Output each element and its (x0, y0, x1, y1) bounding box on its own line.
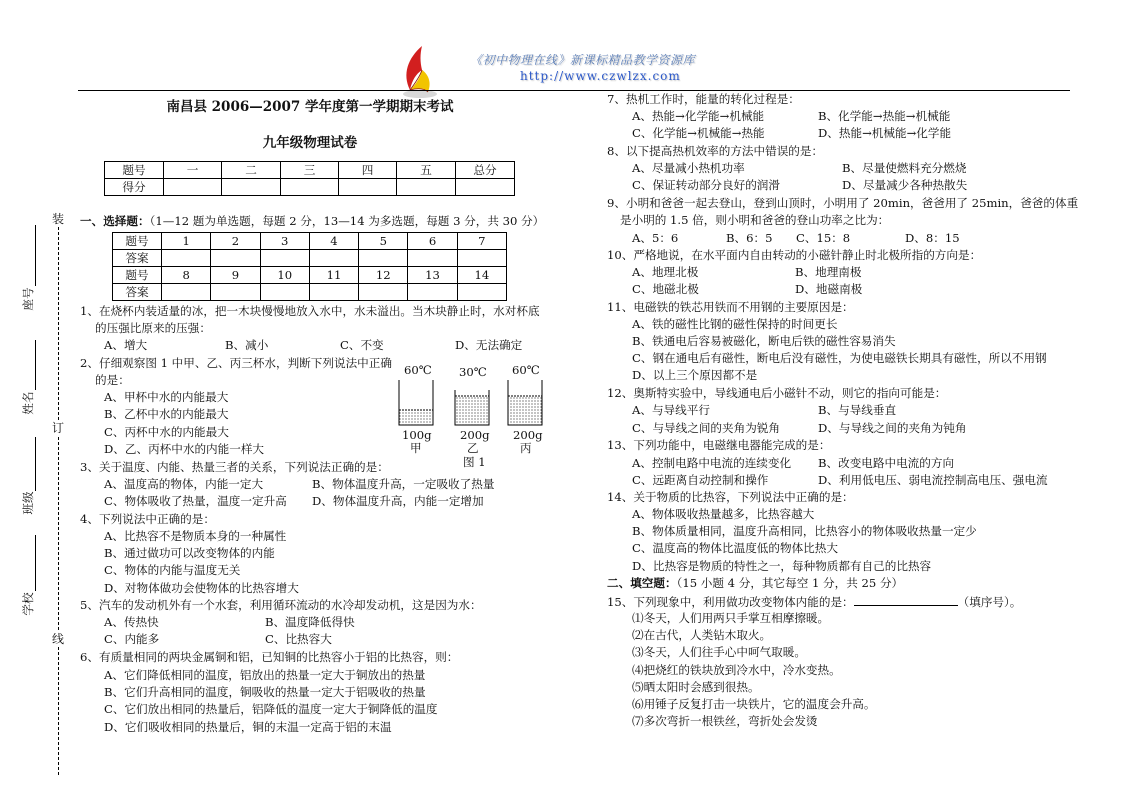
answer-cell (457, 250, 506, 267)
score-row-label: 得分 (105, 179, 164, 196)
q4-stem: 4、下列说法中正确的是： (80, 512, 215, 526)
q15-suffix: （填序号）。 (957, 595, 1022, 609)
answer-table-row (113, 284, 507, 301)
q10-option: B、地理南极 (795, 265, 862, 279)
q15-stem: 15、下列现象中，利用做功改变物体内能的是： (607, 595, 854, 609)
figure1-mass: 200g (513, 428, 543, 442)
q14-option: A、物体吸收热量越多，比热容越大 (632, 507, 815, 521)
beaker-bing (508, 380, 542, 425)
q1-stem: 1、在烧杯内装适量的冰，把一木块慢慢地放入水中，水未溢出。当木块静止时，水对杯底 (80, 304, 540, 318)
figure1-label: 甲 (410, 441, 422, 455)
school-line (35, 535, 36, 591)
q9-option: A、5：6 (632, 231, 679, 245)
class-line (35, 437, 36, 491)
q15-stem-line (607, 593, 1021, 610)
q1-option: D、无法确定 (455, 338, 523, 352)
q11-option: A、铁的磁性比钢的磁性保持的时间更长 (632, 317, 838, 331)
q5-option: A、传热快 (104, 615, 159, 629)
answer-cell (162, 250, 211, 267)
section2-header (607, 576, 903, 591)
class-label: 班级 (21, 491, 35, 515)
score-table-score-row (105, 179, 515, 196)
score-header-cell: 五 (397, 162, 456, 179)
answer-no-cell: 14 (457, 267, 506, 284)
score-table (104, 161, 515, 196)
q9-option: B、6：5 (726, 231, 773, 245)
figure1-beakers (396, 376, 548, 428)
q15-item: ⑹用锤子反复打击一块铁片，它的温度会升高。 (632, 697, 876, 711)
q9-option: C、15：8 (796, 231, 851, 245)
answer-cell (211, 250, 260, 267)
q11-option: C、钢在通电后有磁性，断电后没有磁性，为使电磁铁长期具有磁性，所以不用钢 (632, 351, 1047, 365)
q8-option: C、保证转动部分良好的润滑 (632, 178, 780, 192)
q5-option: C、比热容大 (265, 632, 332, 646)
q15-item: ⑸晒太阳时会感到很热。 (632, 680, 760, 694)
section2-note: （15 小题 4 分，其它每空 1 分，共 25 分） (676, 576, 904, 590)
q15-item: ⑴冬天，人们用两只手掌互相摩擦暖。 (632, 611, 830, 625)
q10-option: C、地磁北极 (632, 282, 699, 296)
answer-table-row (113, 250, 507, 267)
figure1-mass: 100g (402, 428, 432, 442)
binding-char-xian: 线 (51, 632, 64, 646)
site-title: 《初中物理在线》新课标精品教学资源库 (470, 53, 696, 67)
q8-stem: 8、以下提高热机效率的方法中错误的是： (607, 144, 824, 158)
q4-option: B、通过做功可以改变物体的内能 (104, 546, 275, 560)
beaker-yi (455, 390, 489, 425)
answer-cell (211, 284, 260, 301)
q9-stem: 9、小明和爸爸一起去登山，登到山顶时，小明用了 20min，爸爸用了 25min，爸爸的体重 (607, 196, 1079, 210)
answer-cell (309, 284, 358, 301)
q4-option: A、比热容不是物质本身的一种属性 (104, 529, 287, 543)
q2-option: C、丙杯中水的内能最大 (104, 425, 229, 439)
q14-option: C、温度高的物体比温度低的物体比热大 (632, 541, 838, 555)
q9-stem: 是小明的 1.5 倍，则小明和爸爸的登山功率之比为： (620, 213, 890, 227)
q1-stem: 的压强比原来的压强： (95, 321, 211, 335)
figure1-temp: 60℃ (404, 363, 432, 377)
q11-option: D、以上三个原因都不是 (632, 368, 758, 382)
figure1-temp: 60℃ (512, 363, 540, 377)
q13-stem: 13、下列功能中，电磁继电器能完成的是： (607, 438, 831, 452)
answer-cell (457, 284, 506, 301)
q2-option: B、乙杯中水的内能最大 (104, 407, 229, 421)
figure1-mass: 200g (460, 428, 490, 442)
q7-option: C、化学能→机械能→热能 (632, 126, 765, 140)
q7-option: D、热能→机械能→化学能 (818, 126, 952, 140)
q3-option: B、物体温度升高，一定吸收了热量 (312, 477, 495, 491)
q13-option: A、控制电路中电流的连续变化 (632, 456, 792, 470)
q5-option: C、内能多 (104, 632, 160, 646)
site-logo (398, 44, 440, 100)
answer-table (112, 232, 507, 301)
score-header-cell: 题号 (105, 162, 164, 179)
q8-option: D、尽量减少各种热散失 (842, 178, 968, 192)
answer-label-ans: 答案 (113, 284, 162, 301)
score-header-cell: 一 (164, 162, 222, 179)
q3-stem: 3、关于温度、内能、热量三者的关系，下列说法正确的是： (80, 460, 389, 474)
q7-option: A、热能→化学能→机械能 (632, 109, 765, 123)
q12-option: D、与导线之间的夹角为钝角 (818, 421, 967, 435)
q5-option: B、温度降低得快 (265, 615, 355, 629)
answer-no-cell: 12 (359, 267, 408, 284)
section1-heading: 一、选择题： (80, 214, 150, 228)
score-header-cell: 二 (222, 162, 281, 179)
q7-option: B、化学能→热能→机械能 (818, 109, 951, 123)
answer-table-row (113, 233, 507, 250)
answer-cell (309, 250, 358, 267)
q8-option: B、尽量使燃料充分燃烧 (842, 161, 967, 175)
answer-label-ans: 答案 (113, 250, 162, 267)
q14-stem: 14、关于物质的比热容，下列说法中正确的是： (607, 490, 854, 504)
q15-item: ⑵在古代，人类钻木取火。 (632, 628, 772, 642)
q2-stem: 2、仔细观察图 1 中甲、乙、丙三杯水，判断下列说法中正确 (80, 356, 392, 370)
answer-cell (408, 284, 457, 301)
q4-option: D、对物体做功会使物体的比热容增大 (104, 581, 299, 595)
answer-no-cell: 6 (408, 233, 457, 250)
q1-option: B、减小 (225, 338, 269, 352)
answer-no-cell: 5 (359, 233, 408, 250)
score-cell (281, 179, 339, 196)
q13-option: C、远距离自动控制和操作 (632, 473, 769, 487)
answer-no-cell: 1 (162, 233, 211, 250)
answer-no-cell: 3 (260, 233, 309, 250)
answer-no-cell: 8 (162, 267, 211, 284)
binding-dashed-line (58, 222, 59, 775)
answer-cell (162, 284, 211, 301)
q6-option: B、它们升高相同的温度，铜吸收的热量一定大于铝吸收的热量 (104, 685, 426, 699)
answer-label-no: 题号 (113, 267, 162, 284)
site-url: http://www.czwlzx.com (520, 69, 681, 83)
q2-option: D、乙、丙杯中水的内能一样大 (104, 442, 265, 456)
figure1-caption: 图 1 (463, 455, 486, 469)
figure1-label: 乙 (467, 441, 479, 455)
answer-no-cell: 11 (309, 267, 358, 284)
binding-char-ding: 订 (51, 421, 64, 435)
answer-no-cell: 9 (211, 267, 260, 284)
q3-option: D、物体温度升高，内能一定增加 (312, 494, 484, 508)
figure1-label: 丙 (520, 441, 532, 455)
q6-option: D、它们吸收相同的热量后，铜的末温一定高于铝的末温 (104, 720, 392, 734)
score-cell (456, 179, 515, 196)
answer-cell (260, 250, 309, 267)
score-table-header-row (105, 162, 515, 179)
q13-option: B、改变电路中电流的方向 (818, 456, 955, 470)
binding-char-zhuang: 装 (51, 212, 64, 226)
score-cell (339, 179, 397, 196)
q12-option: A、与导线平行 (632, 403, 710, 417)
answer-no-cell: 2 (211, 233, 260, 250)
answer-cell (260, 284, 309, 301)
q3-option: C、物体吸收了热量，温度一定升高 (104, 494, 287, 508)
name-line (35, 340, 36, 390)
score-cell (164, 179, 222, 196)
q6-option: C、它们放出相同的热量后，铝降低的温度一定大于铜降低的温度 (104, 702, 438, 716)
answer-label-no: 题号 (113, 233, 162, 250)
q11-stem: 11、电磁铁的铁芯用铁而不用钢的主要原因是： (607, 300, 854, 314)
q15-item: ⑷把烧红的铁块放到冷水中，冷水变热。 (632, 663, 841, 677)
score-header-cell: 三 (281, 162, 339, 179)
q8-option: A、尽量减小热机功率 (632, 161, 745, 175)
q2-option: A、甲杯中水的内能最大 (104, 390, 229, 404)
q12-option: B、与导线垂直 (818, 403, 897, 417)
answer-cell (408, 250, 457, 267)
section2-heading: 二、填空题： (607, 576, 677, 590)
q3-option: A、温度高的物体，内能一定大 (104, 477, 264, 491)
section1-note: （1—12 题为单选题，每题 2 分，13—14 为多选题，每题 3 分，共 30 分） (149, 214, 545, 228)
answer-no-cell: 10 (260, 267, 309, 284)
seat-label: 座号 (21, 287, 35, 311)
q13-option: D、利用低电压、弱电流控制高电压、强电流 (818, 473, 1048, 487)
q12-stem: 12、奥斯特实验中，导线通电后小磁针不动，则它的指向可能是： (607, 386, 947, 400)
answer-table-row (113, 267, 507, 284)
score-cell (397, 179, 456, 196)
q10-stem: 10、严格地说，在水平面内自由转动的小磁针静止时北极所指的方向是： (607, 248, 982, 262)
q2-stem: 的是： (95, 373, 130, 387)
q1-option: C、不变 (340, 338, 384, 352)
q15-item: ⑶冬天，人们往手心中呵气取暖。 (632, 645, 806, 659)
q6-stem: 6、有质量相同的两块金属铜和铝，已知铜的比热容小于铝的比热容，则： (80, 650, 459, 664)
q15-answer-blank (854, 593, 958, 606)
q14-option: D、比热容是物质的特性之一，每种物质都有自己的比热容 (632, 559, 932, 573)
exam-title: 南昌县 2006—2007 学年度第一学期期末考试 (166, 99, 454, 115)
header-rule (78, 90, 1070, 91)
q6-option: A、它们降低相同的温度，铝放出的热量一定大于铜放出的热量 (104, 668, 426, 682)
name-label: 姓名 (21, 391, 35, 415)
score-header-cell: 总分 (456, 162, 515, 179)
figure1-temp: 30℃ (459, 365, 487, 379)
q10-option: D、地磁南极 (795, 282, 863, 296)
answer-cell (359, 284, 408, 301)
school-label: 学校 (21, 592, 35, 616)
beaker-jia (399, 380, 433, 425)
score-header-cell: 四 (339, 162, 397, 179)
q12-option: C、与导线之间的夹角为锐角 (632, 421, 780, 435)
q15-item: ⑺多次弯折一根铁丝，弯折处会发烫 (632, 714, 818, 728)
q9-option: D、8：15 (905, 231, 960, 245)
answer-no-cell: 7 (457, 233, 506, 250)
score-cell (222, 179, 281, 196)
seat-line (35, 225, 36, 286)
q4-option: C、物体的内能与温度无关 (104, 563, 241, 577)
q1-option: A、增大 (104, 338, 148, 352)
answer-cell (359, 250, 408, 267)
q10-option: A、地理北极 (632, 265, 699, 279)
section1-header (80, 214, 544, 229)
q14-option: B、物体质量相同，温度升高相同，比热容小的物体吸收热量一定少 (632, 524, 977, 538)
q7-stem: 7、热机工作时，能量的转化过程是： (607, 92, 800, 106)
exam-subtitle: 九年级物理试卷 (262, 135, 358, 151)
q11-option: B、铁通电后容易被磁化，断电后铁的磁性容易消失 (632, 334, 896, 348)
answer-no-cell: 4 (309, 233, 358, 250)
q5-stem: 5、汽车的发动机外有一个水套，利用循环流动的水冷却发动机，这是因为水： (80, 598, 482, 612)
answer-no-cell: 13 (408, 267, 457, 284)
